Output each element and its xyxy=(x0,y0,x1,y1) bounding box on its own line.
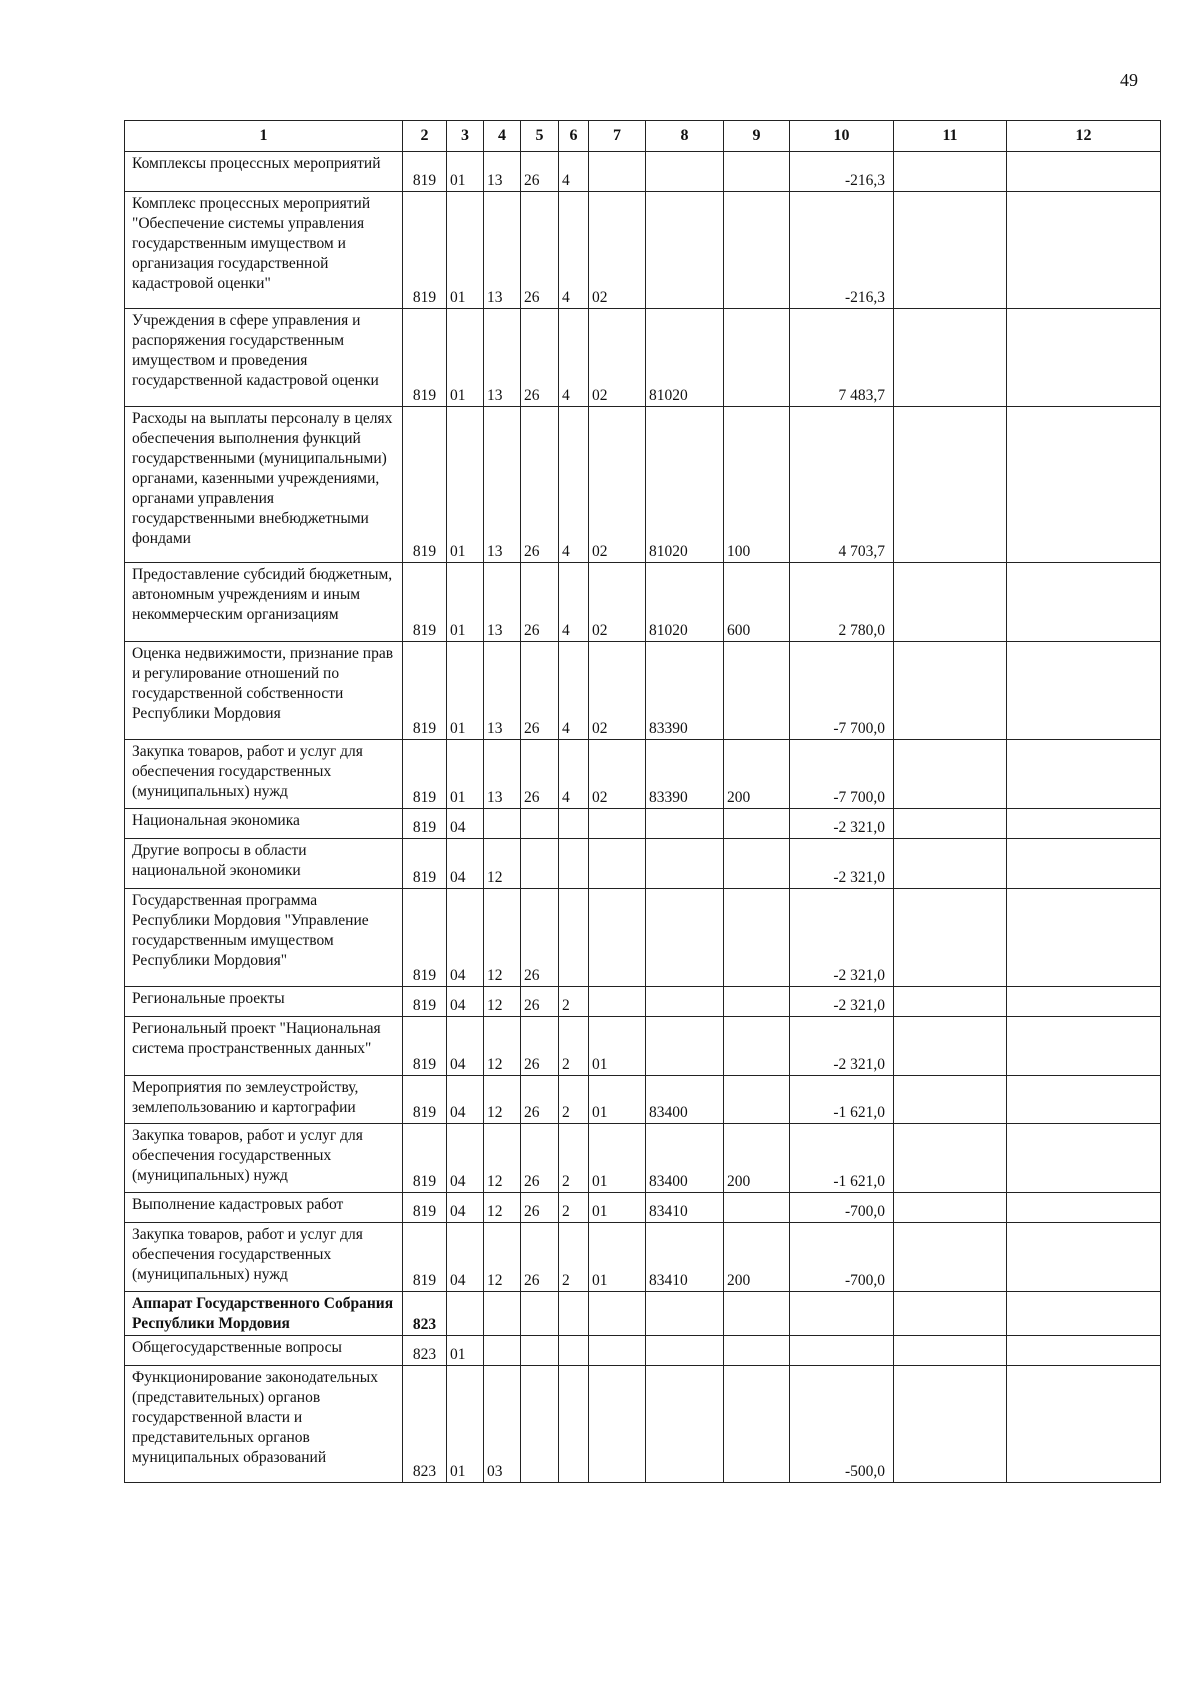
code-cell xyxy=(484,809,521,839)
code-cell: 26 xyxy=(521,407,559,563)
code-cell: 04 xyxy=(447,839,484,889)
header-cell: 4 xyxy=(484,121,521,152)
row-name-cell: Мероприятия по землеустройству, землепользованию и картографии xyxy=(125,1076,403,1124)
code-cell: 02 xyxy=(589,642,646,740)
empty-cell xyxy=(894,1336,1007,1366)
code-cell xyxy=(724,192,790,309)
code-cell: 26 xyxy=(521,1017,559,1076)
amount-cell: -2 321,0 xyxy=(790,1017,894,1076)
code-cell: 819 xyxy=(403,1076,447,1124)
empty-cell xyxy=(894,1292,1007,1336)
code-cell: 819 xyxy=(403,987,447,1017)
empty-cell xyxy=(894,809,1007,839)
code-cell: 4 xyxy=(559,152,589,192)
table-row xyxy=(125,1193,1161,1223)
code-cell xyxy=(521,1366,559,1483)
code-cell xyxy=(589,987,646,1017)
empty-cell xyxy=(1007,839,1161,889)
code-cell: 26 xyxy=(521,642,559,740)
empty-cell xyxy=(1007,1292,1161,1336)
code-cell xyxy=(724,987,790,1017)
code-cell: 83400 xyxy=(646,1124,724,1193)
code-cell: 04 xyxy=(447,1017,484,1076)
code-cell: 823 xyxy=(403,1336,447,1366)
table-row xyxy=(125,987,1161,1017)
empty-cell xyxy=(1007,1223,1161,1292)
header-cell: 9 xyxy=(724,121,790,152)
table-row xyxy=(125,809,1161,839)
code-cell xyxy=(589,1366,646,1483)
row-name-cell: Выполнение кадастровых работ xyxy=(125,1193,403,1223)
code-cell xyxy=(589,839,646,889)
code-cell xyxy=(646,152,724,192)
row-name-cell: Комплекс процессных мероприятий "Обеспечение системы управления государственным имуществом и организация государственной кадастровой оценки" xyxy=(125,192,403,309)
code-cell: 12 xyxy=(484,1193,521,1223)
code-cell: 819 xyxy=(403,1124,447,1193)
code-cell: 200 xyxy=(724,740,790,809)
table-row xyxy=(125,740,1161,809)
code-cell xyxy=(724,309,790,407)
code-cell: 2 xyxy=(559,1223,589,1292)
code-cell: 600 xyxy=(724,563,790,642)
empty-cell xyxy=(1007,152,1161,192)
table-body xyxy=(125,152,1161,1483)
amount-cell xyxy=(790,1336,894,1366)
row-name-cell: Региональный проект "Национальная система пространственных данных" xyxy=(125,1017,403,1076)
empty-cell xyxy=(894,152,1007,192)
empty-cell xyxy=(1007,192,1161,309)
code-cell xyxy=(521,809,559,839)
code-cell: 26 xyxy=(521,889,559,987)
code-cell: 819 xyxy=(403,563,447,642)
table-row xyxy=(125,192,1161,309)
code-cell: 4 xyxy=(559,309,589,407)
empty-cell xyxy=(894,309,1007,407)
table-row xyxy=(125,889,1161,987)
empty-cell xyxy=(894,740,1007,809)
amount-cell: -216,3 xyxy=(790,192,894,309)
code-cell: 200 xyxy=(724,1223,790,1292)
code-cell: 2 xyxy=(559,1076,589,1124)
code-cell: 819 xyxy=(403,1193,447,1223)
code-cell: 04 xyxy=(447,889,484,987)
code-cell: 819 xyxy=(403,642,447,740)
code-cell: 12 xyxy=(484,839,521,889)
code-cell: 02 xyxy=(589,563,646,642)
code-cell xyxy=(589,889,646,987)
code-cell xyxy=(724,642,790,740)
amount-cell: 2 780,0 xyxy=(790,563,894,642)
code-cell: 200 xyxy=(724,1124,790,1193)
code-cell xyxy=(724,839,790,889)
code-cell: 04 xyxy=(447,1076,484,1124)
empty-cell xyxy=(894,1193,1007,1223)
code-cell xyxy=(646,809,724,839)
code-cell xyxy=(589,1292,646,1336)
code-cell: 4 xyxy=(559,642,589,740)
code-cell xyxy=(724,809,790,839)
code-cell: 04 xyxy=(447,1124,484,1193)
code-cell: 13 xyxy=(484,740,521,809)
row-name-cell: Общегосударственные вопросы xyxy=(125,1336,403,1366)
code-cell xyxy=(521,1292,559,1336)
empty-cell xyxy=(894,839,1007,889)
code-cell: 01 xyxy=(447,152,484,192)
code-cell: 13 xyxy=(484,152,521,192)
code-cell: 26 xyxy=(521,1076,559,1124)
empty-cell xyxy=(1007,1076,1161,1124)
table-row xyxy=(125,1366,1161,1483)
header-cell: 7 xyxy=(589,121,646,152)
code-cell: 12 xyxy=(484,1076,521,1124)
empty-cell xyxy=(1007,309,1161,407)
code-cell: 819 xyxy=(403,407,447,563)
code-cell: 01 xyxy=(447,407,484,563)
row-name-cell: Закупка товаров, работ и услуг для обеспечения государственных (муниципальных) нужд xyxy=(125,1124,403,1193)
row-name-cell: Региональные проекты xyxy=(125,987,403,1017)
table-header-row xyxy=(125,121,1161,152)
amount-cell: -216,3 xyxy=(790,152,894,192)
code-cell: 04 xyxy=(447,987,484,1017)
header-cell: 3 xyxy=(447,121,484,152)
code-cell xyxy=(724,889,790,987)
empty-cell xyxy=(1007,407,1161,563)
empty-cell xyxy=(1007,889,1161,987)
code-cell: 12 xyxy=(484,987,521,1017)
code-cell: 02 xyxy=(589,740,646,809)
amount-cell: -1 621,0 xyxy=(790,1124,894,1193)
row-name-cell: Закупка товаров, работ и услуг для обеспечения государственных (муниципальных) нужд xyxy=(125,740,403,809)
code-cell xyxy=(521,1336,559,1366)
code-cell: 01 xyxy=(589,1124,646,1193)
header-cell: 6 xyxy=(559,121,589,152)
row-name-cell: Оценка недвижимости, признание прав и регулирование отношений по государственной собственности Республики Мордовия xyxy=(125,642,403,740)
code-cell xyxy=(589,152,646,192)
code-cell xyxy=(589,1336,646,1366)
code-cell: 01 xyxy=(447,1336,484,1366)
code-cell xyxy=(484,1292,521,1336)
code-cell xyxy=(724,1076,790,1124)
code-cell xyxy=(559,809,589,839)
code-cell: 12 xyxy=(484,1017,521,1076)
code-cell: 01 xyxy=(447,309,484,407)
empty-cell xyxy=(894,1124,1007,1193)
amount-cell: -2 321,0 xyxy=(790,809,894,839)
code-cell: 13 xyxy=(484,407,521,563)
code-cell: 01 xyxy=(589,1223,646,1292)
code-cell: 819 xyxy=(403,1017,447,1076)
header-cell: 2 xyxy=(403,121,447,152)
empty-cell xyxy=(894,1076,1007,1124)
amount-cell: 4 703,7 xyxy=(790,407,894,563)
header-cell: 12 xyxy=(1007,121,1161,152)
code-cell: 26 xyxy=(521,1223,559,1292)
code-cell: 2 xyxy=(559,1124,589,1193)
code-cell: 04 xyxy=(447,1223,484,1292)
code-cell xyxy=(559,889,589,987)
empty-cell xyxy=(894,192,1007,309)
amount-cell: -7 700,0 xyxy=(790,642,894,740)
code-cell: 13 xyxy=(484,563,521,642)
empty-cell xyxy=(1007,1193,1161,1223)
code-cell: 26 xyxy=(521,152,559,192)
code-cell: 4 xyxy=(559,192,589,309)
code-cell xyxy=(724,1017,790,1076)
table-row xyxy=(125,1336,1161,1366)
table-row xyxy=(125,839,1161,889)
code-cell xyxy=(559,1336,589,1366)
code-cell: 04 xyxy=(447,1193,484,1223)
empty-cell xyxy=(1007,1017,1161,1076)
empty-cell xyxy=(1007,1124,1161,1193)
page-number: 49 xyxy=(1120,70,1138,90)
code-cell xyxy=(559,1366,589,1483)
code-cell: 81020 xyxy=(646,309,724,407)
code-cell: 01 xyxy=(447,563,484,642)
code-cell: 83390 xyxy=(646,642,724,740)
empty-cell xyxy=(894,563,1007,642)
code-cell xyxy=(589,809,646,839)
code-cell: 819 xyxy=(403,740,447,809)
code-cell: 819 xyxy=(403,809,447,839)
code-cell: 03 xyxy=(484,1366,521,1483)
code-cell: 26 xyxy=(521,192,559,309)
code-cell: 83390 xyxy=(646,740,724,809)
code-cell: 4 xyxy=(559,563,589,642)
code-cell: 12 xyxy=(484,1124,521,1193)
amount-cell: 7 483,7 xyxy=(790,309,894,407)
code-cell xyxy=(521,839,559,889)
table-row xyxy=(125,563,1161,642)
code-cell: 01 xyxy=(447,192,484,309)
row-name-cell: Государственная программа Республики Мордовия "Управление государственным имуществом Республики Мордовия" xyxy=(125,889,403,987)
row-name-cell: Закупка товаров, работ и услуг для обеспечения государственных (муниципальных) нужд xyxy=(125,1223,403,1292)
code-cell: 12 xyxy=(484,889,521,987)
code-cell: 02 xyxy=(589,309,646,407)
code-cell xyxy=(646,1336,724,1366)
code-cell xyxy=(646,1292,724,1336)
row-name-cell: Аппарат Государственного Собрания Республики Мордовия xyxy=(125,1292,403,1336)
code-cell: 01 xyxy=(589,1017,646,1076)
code-cell: 01 xyxy=(589,1076,646,1124)
empty-cell xyxy=(1007,1366,1161,1483)
amount-cell: -700,0 xyxy=(790,1223,894,1292)
code-cell xyxy=(484,1336,521,1366)
row-name-cell: Функционирование законодательных (представительных) органов государственной власти и представительных органов муниципальных образований xyxy=(125,1366,403,1483)
header-cell: 8 xyxy=(646,121,724,152)
code-cell xyxy=(724,1193,790,1223)
code-cell xyxy=(646,839,724,889)
table-row xyxy=(125,1076,1161,1124)
row-name-cell: Предоставление субсидий бюджетным, автономным учреждениям и иным некоммерческим организациям xyxy=(125,563,403,642)
amount-cell: -2 321,0 xyxy=(790,987,894,1017)
amount-cell xyxy=(790,1292,894,1336)
amount-cell: -2 321,0 xyxy=(790,839,894,889)
empty-cell xyxy=(894,407,1007,563)
empty-cell xyxy=(1007,740,1161,809)
budget-table xyxy=(124,120,1161,1483)
code-cell: 13 xyxy=(484,192,521,309)
empty-cell xyxy=(1007,563,1161,642)
row-name-cell: Комплексы процессных мероприятий xyxy=(125,152,403,192)
code-cell: 04 xyxy=(447,809,484,839)
empty-cell xyxy=(1007,987,1161,1017)
code-cell xyxy=(646,1366,724,1483)
code-cell: 819 xyxy=(403,192,447,309)
table-row xyxy=(125,309,1161,407)
code-cell: 2 xyxy=(559,1193,589,1223)
code-cell: 01 xyxy=(447,1366,484,1483)
code-cell: 13 xyxy=(484,309,521,407)
empty-cell xyxy=(1007,1336,1161,1366)
code-cell: 83410 xyxy=(646,1223,724,1292)
empty-cell xyxy=(894,1223,1007,1292)
header-cell: 5 xyxy=(521,121,559,152)
code-cell: 819 xyxy=(403,309,447,407)
code-cell: 2 xyxy=(559,987,589,1017)
empty-cell xyxy=(1007,642,1161,740)
table-row xyxy=(125,1017,1161,1076)
amount-cell: -7 700,0 xyxy=(790,740,894,809)
code-cell xyxy=(724,1292,790,1336)
row-name-cell: Другие вопросы в области национальной экономики xyxy=(125,839,403,889)
code-cell xyxy=(559,1292,589,1336)
code-cell: 819 xyxy=(403,152,447,192)
code-cell: 81020 xyxy=(646,407,724,563)
code-cell: 26 xyxy=(521,1193,559,1223)
code-cell xyxy=(559,839,589,889)
code-cell: 823 xyxy=(403,1292,447,1336)
row-name-cell: Учреждения в сфере управления и распоряжения государственным имуществом и проведения государственной кадастровой оценки xyxy=(125,309,403,407)
code-cell: 12 xyxy=(484,1223,521,1292)
code-cell xyxy=(646,1017,724,1076)
code-cell: 823 xyxy=(403,1366,447,1483)
code-cell: 26 xyxy=(521,740,559,809)
header-cell: 11 xyxy=(894,121,1007,152)
code-cell: 4 xyxy=(559,740,589,809)
code-cell: 100 xyxy=(724,407,790,563)
code-cell xyxy=(447,1292,484,1336)
empty-cell xyxy=(894,1366,1007,1483)
code-cell: 02 xyxy=(589,192,646,309)
amount-cell: -2 321,0 xyxy=(790,889,894,987)
code-cell xyxy=(646,889,724,987)
empty-cell xyxy=(894,889,1007,987)
amount-cell: -700,0 xyxy=(790,1193,894,1223)
code-cell: 819 xyxy=(403,889,447,987)
code-cell xyxy=(646,987,724,1017)
table-row xyxy=(125,642,1161,740)
code-cell xyxy=(724,1366,790,1483)
code-cell: 01 xyxy=(589,1193,646,1223)
code-cell: 02 xyxy=(589,407,646,563)
empty-cell xyxy=(894,1017,1007,1076)
code-cell xyxy=(646,192,724,309)
table-row xyxy=(125,1223,1161,1292)
amount-cell: -1 621,0 xyxy=(790,1076,894,1124)
code-cell: 83400 xyxy=(646,1076,724,1124)
code-cell: 26 xyxy=(521,1124,559,1193)
header-cell: 1 xyxy=(125,121,403,152)
code-cell: 26 xyxy=(521,309,559,407)
code-cell: 81020 xyxy=(646,563,724,642)
row-name-cell: Расходы на выплаты персоналу в целях обеспечения выполнения функций государственными (муниципальными) органами, казенными учреждениями, органами управления государственными внебюджетными фондами xyxy=(125,407,403,563)
table-row xyxy=(125,407,1161,563)
code-cell: 01 xyxy=(447,740,484,809)
code-cell xyxy=(724,1336,790,1366)
code-cell: 2 xyxy=(559,1017,589,1076)
code-cell: 01 xyxy=(447,642,484,740)
code-cell: 83410 xyxy=(646,1193,724,1223)
code-cell: 13 xyxy=(484,642,521,740)
code-cell: 819 xyxy=(403,1223,447,1292)
empty-cell xyxy=(1007,809,1161,839)
empty-cell xyxy=(894,642,1007,740)
empty-cell xyxy=(894,987,1007,1017)
code-cell: 26 xyxy=(521,563,559,642)
amount-cell: -500,0 xyxy=(790,1366,894,1483)
code-cell xyxy=(724,152,790,192)
header-cell: 10 xyxy=(790,121,894,152)
code-cell: 819 xyxy=(403,839,447,889)
table-row xyxy=(125,1124,1161,1193)
row-name-cell: Национальная экономика xyxy=(125,809,403,839)
code-cell: 26 xyxy=(521,987,559,1017)
table-row xyxy=(125,152,1161,192)
code-cell: 4 xyxy=(559,407,589,563)
table-row xyxy=(125,1292,1161,1336)
